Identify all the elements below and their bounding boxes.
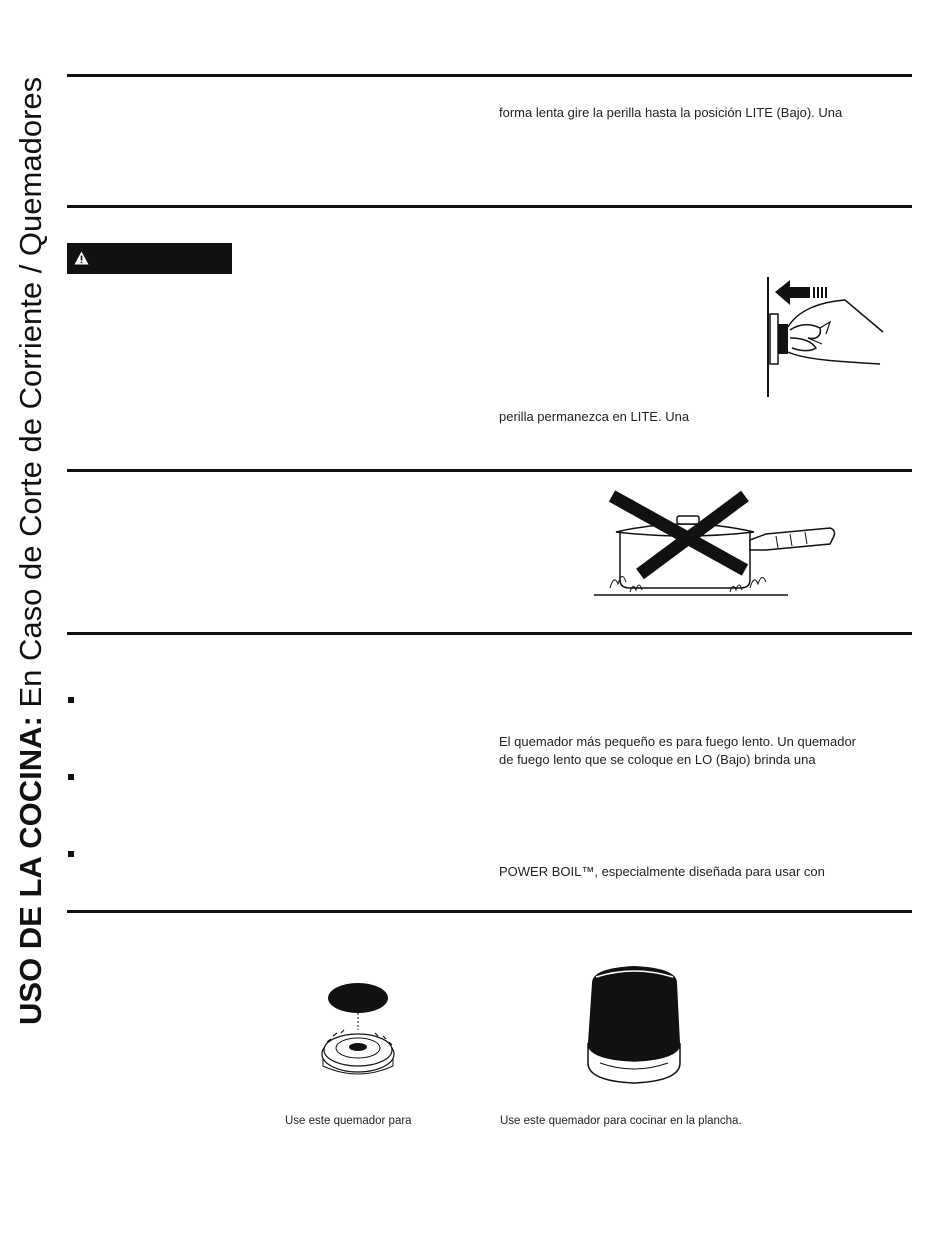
improper-pot-illustration xyxy=(590,488,840,600)
warning-text: perilla permanezca en LITE. Una xyxy=(499,409,690,424)
knob-push-illustration xyxy=(750,272,895,402)
power-outage-text: forma lenta gire la perilla hasta la posición LITE (Bajo). Una xyxy=(499,105,843,120)
section-divider xyxy=(67,632,912,635)
section-divider xyxy=(67,469,912,472)
section-divider xyxy=(67,910,912,913)
burner-text-line: El quemador más pequeño es para fuego lento. Un quemador xyxy=(499,734,857,749)
griddle-burner-illustration xyxy=(582,963,687,1085)
bullet-marker xyxy=(68,697,74,703)
burner-text-line: de fuego lento que se coloque en LO (Bajo) brinda una xyxy=(499,752,816,767)
side-title-bold: USO DE LA COCINA: xyxy=(13,716,48,1025)
warning-banner xyxy=(67,243,232,274)
bullet-marker xyxy=(68,774,74,780)
bullet-marker xyxy=(68,851,74,857)
power-boil-text: POWER BOIL™, especialmente diseñada para usar con xyxy=(499,864,825,879)
caption-left: Use este quemador para xyxy=(285,1115,412,1127)
side-title-regular: En Caso de Corte de Corriente / Quemadores xyxy=(13,76,48,708)
section-divider xyxy=(67,205,912,208)
section-divider xyxy=(67,74,912,77)
warning-triangle-icon xyxy=(74,251,89,265)
caption-right: Use este quemador para cocinar en la plancha. xyxy=(500,1115,742,1127)
burner-illustration xyxy=(315,978,405,1084)
side-title xyxy=(14,77,48,1025)
